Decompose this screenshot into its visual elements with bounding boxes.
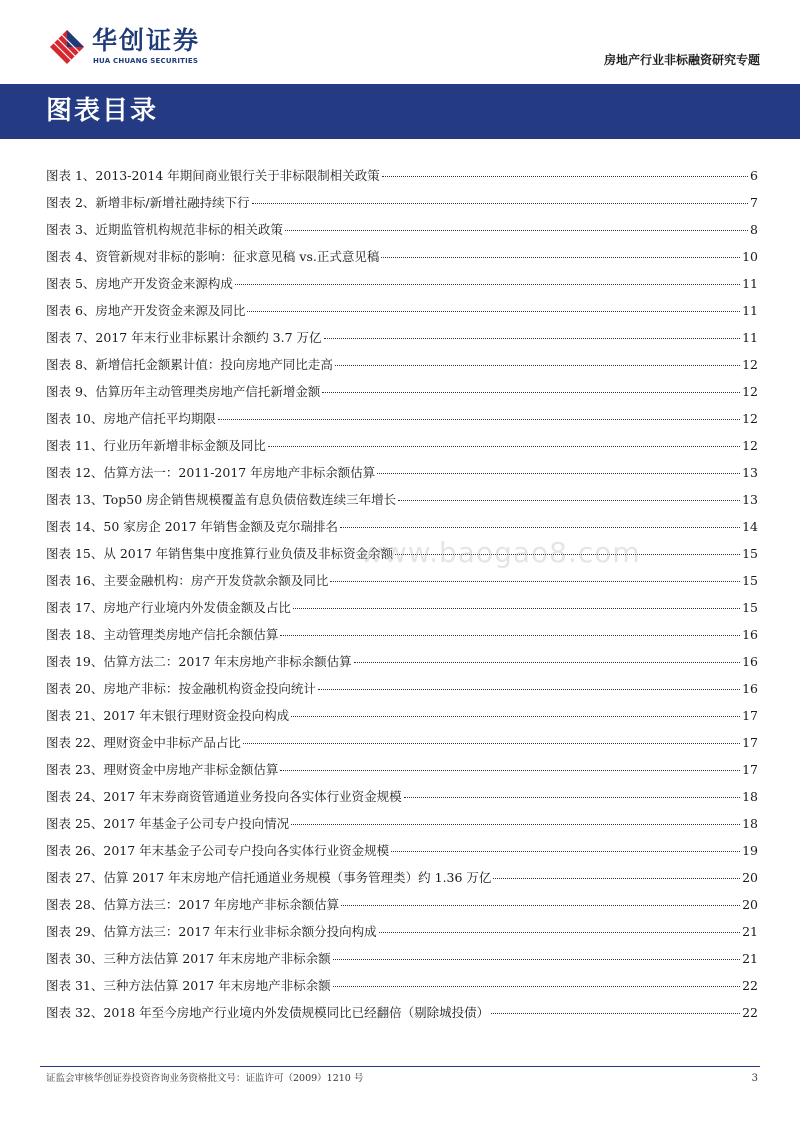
toc-dot-leader [247,311,740,312]
toc-dot-leader [341,905,740,906]
toc-dot-leader [379,932,740,933]
toc-entry-title: 图表 19、估算方法二：2017 年末房地产非标余额估算 [46,654,352,669]
toc-entry-title: 图表 25、2017 年基金子公司专户投向情况 [46,816,290,831]
toc-entry-page: 13 [742,465,758,480]
toc-entry[interactable] [46,626,758,653]
toc-entry-title: 图表 12、估算方法一：2011-2017 年房地产非标余额估算 [46,465,376,480]
toc-entry[interactable] [46,761,758,788]
toc-entry-title: 图表 28、估算方法三：2017 年房地产非标余额估算 [46,897,340,912]
toc-entry-title: 图表 11、行业历年新增非标金额及同比 [46,438,266,453]
section-title: 图表目录 [46,96,159,126]
toc-entry-page: 21 [742,924,758,939]
toc-entry-title: 图表 2、新增非标/新增社融持续下行 [46,195,250,210]
toc-entry-page: 12 [742,411,758,426]
toc-entry[interactable] [46,302,758,329]
toc-dot-leader [293,608,740,609]
toc-dot-leader [291,824,740,825]
toc-entry-page: 11 [742,276,758,291]
watermark: www.baogao8.com [360,536,641,569]
toc-entry-page: 15 [742,546,758,561]
toc-entry-title: 图表 5、房地产开发资金来源构成 [46,276,233,291]
toc-entry-page: 17 [742,708,758,723]
toc-entry[interactable] [46,599,758,626]
toc-dot-leader [235,284,740,285]
toc-entry-page: 20 [742,870,758,885]
toc-entry[interactable] [46,572,758,599]
toc-entry-title: 图表 14、50 家房企 2017 年销售金额及克尔瑞排名 [46,519,339,534]
toc-entry[interactable] [46,788,758,815]
toc-entry-title: 图表 10、房地产信托平均期限 [46,411,216,426]
toc-entry-page: 6 [750,168,758,183]
page-header [0,0,800,80]
toc-entry[interactable] [46,680,758,707]
toc-dot-leader [268,446,740,447]
toc-entry-page: 17 [742,735,758,750]
toc-entry[interactable] [46,437,758,464]
toc-entry-page: 20 [742,897,758,912]
toc-dot-leader [243,743,740,744]
toc-dot-leader [335,365,740,366]
toc-entry-page: 11 [742,303,758,318]
toc-entry-page: 21 [742,951,758,966]
toc-entry[interactable] [46,194,758,221]
toc-entry-title: 图表 22、理财资金中非标产品占比 [46,735,241,750]
toc-entry-page: 12 [742,438,758,453]
toc-entry[interactable] [46,383,758,410]
toc-entry[interactable] [46,248,758,275]
toc-entry-page: 16 [742,681,758,696]
toc-entry[interactable] [46,545,758,572]
toc-entry-title: 图表 30、三种方法估算 2017 年末房地产非标余额 [46,951,331,966]
toc-entry[interactable] [46,977,758,1004]
toc-dot-leader [381,257,740,258]
toc-dot-leader [404,797,740,798]
toc-dot-leader [280,770,740,771]
toc-entry[interactable] [46,464,758,491]
toc-entry-title: 图表 4、资管新规对非标的影响：征求意见稿 vs.正式意见稿 [46,249,380,264]
toc-entry-title: 图表 16、主要金融机构：房产开发贷款余额及同比 [46,573,329,588]
toc-entry-title: 图表 7、2017 年末行业非标累计余额约 3.7 万亿 [46,330,322,345]
toc-entry-page: 14 [742,519,758,534]
toc-entry-title: 图表 8、新增信托金额累计值：投向房地产同比走高 [46,357,333,372]
toc-entry[interactable] [46,275,758,302]
toc-dot-leader [377,473,740,474]
toc-entry-title: 图表 27、估算 2017 年末房地产信托通道业务规模（事务管理类）约 1.36 万亿 [46,870,492,885]
toc-entry[interactable] [46,950,758,977]
toc-entry-title: 图表 21、2017 年末银行理财资金投向构成 [46,708,290,723]
toc-entry-title: 图表 1、2013-2014 年期间商业银行关于非标限制相关政策 [46,168,380,183]
toc-entry[interactable] [46,869,758,896]
toc-dot-leader [382,176,748,177]
toc-entry[interactable] [46,356,758,383]
toc-entry-page: 19 [742,843,758,858]
toc-entry-title: 图表 23、理财资金中房地产非标金额估算 [46,762,279,777]
toc-entry-title: 图表 24、2017 年末券商资管通道业务投向各实体行业资金规模 [46,789,402,804]
toc-entry-title: 图表 13、Top50 房企销售规模覆盖有息负债倍数连续三年增长 [46,492,397,507]
toc-entry-title: 图表 18、主动管理类房地产信托余额估算 [46,627,279,642]
toc-dot-leader [340,527,740,528]
toc-dot-leader [354,662,740,663]
toc-entry[interactable] [46,923,758,950]
toc-entry-page: 16 [742,654,758,669]
toc-entry-page: 22 [742,978,758,993]
toc-entry[interactable] [46,410,758,437]
report-title: 房地产行业非标融资研究专题 [603,53,760,67]
toc-entry-title: 图表 9、估算历年主动管理类房地产信托新增金额 [46,384,321,399]
toc-dot-leader [322,392,740,393]
toc-entry-page: 16 [742,627,758,642]
toc-entry-title: 图表 6、房地产开发资金来源及同比 [46,303,246,318]
toc-entry-page: 22 [742,1005,758,1020]
toc-entry[interactable] [46,815,758,842]
toc-entry[interactable] [46,491,758,518]
toc-entry-page: 15 [742,600,758,615]
toc-dot-leader [333,959,740,960]
toc-dot-leader [291,716,740,717]
toc-entry[interactable] [46,167,758,194]
toc-entry-page: 7 [750,195,758,210]
toc-dot-leader [398,500,740,501]
logo-text-cn: 华创证券 [92,26,201,55]
logo-text-en: HUA CHUANG SECURITIES [93,57,199,65]
toc-entry-page: 12 [742,357,758,372]
company-logo-icon [48,28,86,66]
toc-dot-leader [333,986,740,987]
toc-entry-title: 图表 3、近期监管机构规范非标的相关政策 [46,222,283,237]
toc-entry[interactable] [46,653,758,680]
toc-entry[interactable] [46,734,758,761]
footer-license: 证监会审核华创证券投资咨询业务资格批文号：证监许可（2009）1210 号 [46,1073,364,1084]
toc-dot-leader [285,230,748,231]
toc-entry-title: 图表 15、从 2017 年销售集中度推算行业负债及非标资金余额 [46,546,394,561]
toc-entry-page: 15 [742,573,758,588]
toc-entry[interactable] [46,518,758,545]
toc-dot-leader [218,419,740,420]
toc-dot-leader [395,554,740,555]
toc-entry-page: 13 [742,492,758,507]
toc-entry-page: 8 [750,222,758,237]
toc-dot-leader [330,581,740,582]
toc-entry-page: 18 [742,816,758,831]
toc-entry[interactable] [46,842,758,869]
toc-entry-title: 图表 29、估算方法三：2017 年末行业非标余额分投向构成 [46,924,377,939]
toc-dot-leader [252,203,748,204]
toc-dot-leader [493,878,740,879]
toc-entry[interactable] [46,221,758,248]
toc-dot-leader [318,689,740,690]
toc-entry-title: 图表 20、房地产非标：按金融机构资金投向统计 [46,681,316,696]
section-banner [0,84,800,139]
toc-entry-title: 图表 26、2017 年末基金子公司专户投向各实体行业资金规模 [46,843,390,858]
toc-entry[interactable] [46,329,758,356]
toc-entry-title: 图表 32、2018 年至今房地产行业境内外发债规模同比已经翻倍（剔除城投债） [46,1005,490,1020]
toc-entry-page: 10 [742,249,758,264]
toc-entry-page: 18 [742,789,758,804]
toc-entry[interactable] [46,707,758,734]
toc-dot-leader [491,1013,740,1014]
toc-dot-leader [391,851,740,852]
toc-entry-page: 17 [742,762,758,777]
toc-entry-page: 11 [742,330,758,345]
footer-divider [40,1066,760,1067]
toc-entry-title: 图表 17、房地产行业境内外发债金额及占比 [46,600,291,615]
toc-entry-page: 12 [742,384,758,399]
toc-entry[interactable] [46,1004,758,1031]
page-number: 3 [751,1073,758,1084]
toc-dot-leader [280,635,740,636]
toc-entry-title: 图表 31、三种方法估算 2017 年末房地产非标余额 [46,978,331,993]
toc-dot-leader [324,338,741,339]
table-of-figures [46,167,758,1031]
toc-entry[interactable] [46,896,758,923]
